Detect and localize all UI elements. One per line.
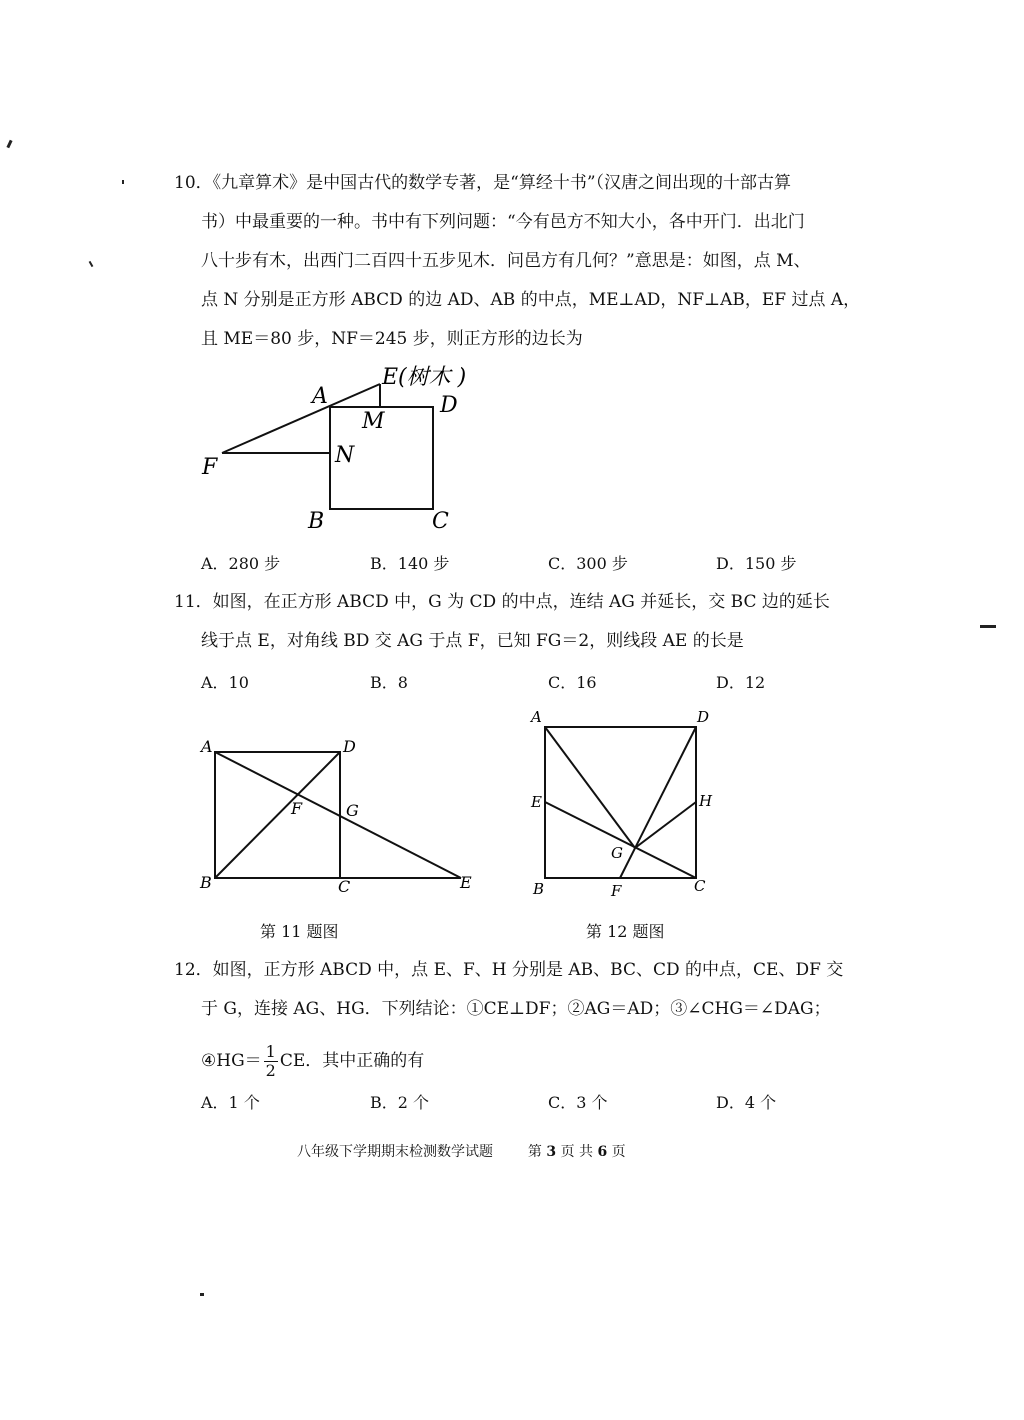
footer-page-prefix: 第 bbox=[527, 1144, 542, 1160]
q10-option-b: B．140 步 bbox=[370, 554, 450, 573]
q12-option-c: C．3 个 bbox=[548, 1093, 608, 1112]
label-d: D bbox=[440, 393, 458, 418]
q11-option-b: B．8 bbox=[370, 673, 408, 692]
q11-option-c: C．16 bbox=[548, 673, 597, 692]
q11-line-1: 11．如图，在正方形 ABCD 中，G 为 CD 的中点，连结 AG 并延长，交 BC 边的延长 bbox=[174, 592, 830, 612]
q10-line-3: 八十步有木，出西门二百四十五步见木．问邑方有几何？”意思是：如图，点 M、 bbox=[201, 251, 811, 271]
q11-option-a: A．10 bbox=[201, 673, 249, 692]
footer-title: 八年级下学期期末检测数学试题 bbox=[297, 1144, 493, 1160]
q12-line-1: 12．如图，正方形 ABCD 中，点 E、F、H 分别是 AB、BC、CD 的中点，CE、DF 交 bbox=[174, 960, 844, 980]
label-b: B bbox=[200, 873, 212, 892]
q12-option-a: A．1 个 bbox=[201, 1093, 260, 1112]
footer-page-mid: 页 共 bbox=[560, 1144, 594, 1160]
q11-diagram bbox=[195, 735, 485, 895]
q10-option-d: D．150 步 bbox=[716, 554, 797, 573]
q11-figure bbox=[195, 735, 485, 895]
scan-speck bbox=[122, 180, 124, 184]
q11-option-d: D．12 bbox=[716, 673, 766, 692]
footer-page-suffix: 页 bbox=[611, 1144, 626, 1160]
fraction-denominator: 2 bbox=[265, 1061, 276, 1080]
label-c: C bbox=[694, 877, 706, 895]
footer-page-total: 6 bbox=[597, 1144, 608, 1160]
label-f: F bbox=[291, 799, 303, 818]
q12-line-2: 于 G，连接 AG、HG．下列结论：①CE⊥DF；②AG＝AD；③∠CHG＝∠DAG； bbox=[201, 999, 831, 1019]
label-g: G bbox=[346, 801, 359, 820]
q12-option-b: B．2 个 bbox=[370, 1093, 430, 1112]
fraction-numerator: 1 bbox=[265, 1042, 276, 1061]
label-b: B bbox=[533, 880, 545, 898]
q10-option-c: C．300 步 bbox=[548, 554, 628, 573]
q12-figure bbox=[525, 705, 725, 905]
page-footer bbox=[297, 1141, 626, 1161]
scan-speck bbox=[89, 261, 94, 267]
segment-df bbox=[620, 727, 696, 878]
segment-ce bbox=[545, 802, 696, 878]
scan-speck bbox=[6, 140, 12, 149]
label-a: A bbox=[201, 737, 213, 756]
label-b: B bbox=[308, 509, 325, 534]
scan-speck bbox=[200, 1293, 204, 1296]
q11-line-2: 线于点 E，对角线 BD 交 AG 于点 F，已知 FG＝2，则线段 AE 的长是 bbox=[201, 631, 744, 651]
q12-line-3 bbox=[201, 1043, 424, 1080]
q10-diagram bbox=[190, 360, 490, 540]
segment-ag bbox=[545, 727, 635, 848]
label-h: H bbox=[699, 792, 713, 810]
label-a: A bbox=[531, 708, 542, 726]
label-e: E(树木 ) bbox=[382, 365, 467, 390]
segment-ef bbox=[222, 384, 380, 453]
label-d: D bbox=[343, 737, 356, 756]
q10-line-5: 且 ME＝80 步，NF＝245 步，则正方形的边长为 bbox=[201, 329, 583, 349]
label-f: F bbox=[202, 455, 218, 480]
label-c: C bbox=[432, 509, 449, 534]
label-a: A bbox=[312, 384, 328, 409]
q12-line-3-prefix: ④HG＝ bbox=[201, 1051, 262, 1071]
label-e: E bbox=[460, 873, 472, 892]
diagonal-bd bbox=[215, 752, 340, 878]
q11-caption: 第 11 题图 bbox=[260, 922, 339, 941]
label-m: M bbox=[362, 409, 385, 434]
q12-diagram bbox=[525, 705, 725, 905]
q12-option-d: D．4 个 bbox=[716, 1093, 777, 1112]
label-n: N bbox=[335, 443, 355, 468]
label-d: D bbox=[697, 708, 710, 726]
footer-page-current: 3 bbox=[546, 1144, 557, 1160]
q10-line-4: 点 N 分别是正方形 ABCD 的边 AD、AB 的中点，ME⊥AD，NF⊥AB，EF 过点 A， bbox=[201, 290, 861, 310]
fraction-one-half bbox=[264, 1043, 278, 1080]
label-e: E bbox=[531, 793, 542, 811]
q12-line-3-suffix: CE．其中正确的有 bbox=[279, 1051, 425, 1071]
label-c: C bbox=[338, 877, 351, 896]
segment-ae bbox=[215, 752, 461, 878]
segment-hg bbox=[635, 802, 696, 848]
q12-caption: 第 12 题图 bbox=[586, 922, 665, 941]
q10-line-1: 10．《九章算术》是中国古代的数学专著，是“算经十书”（汉唐之间出现的十部古算 bbox=[174, 173, 792, 193]
label-f: F bbox=[611, 882, 622, 900]
q10-line-2: 书）中最重要的一种。书中有下列问题：“今有邑方不知大小，各中开门．出北门 bbox=[201, 212, 805, 232]
q10-figure bbox=[190, 360, 490, 540]
q10-option-a: A．280 步 bbox=[201, 554, 281, 573]
scan-speck bbox=[980, 625, 996, 628]
label-g: G bbox=[611, 844, 623, 862]
